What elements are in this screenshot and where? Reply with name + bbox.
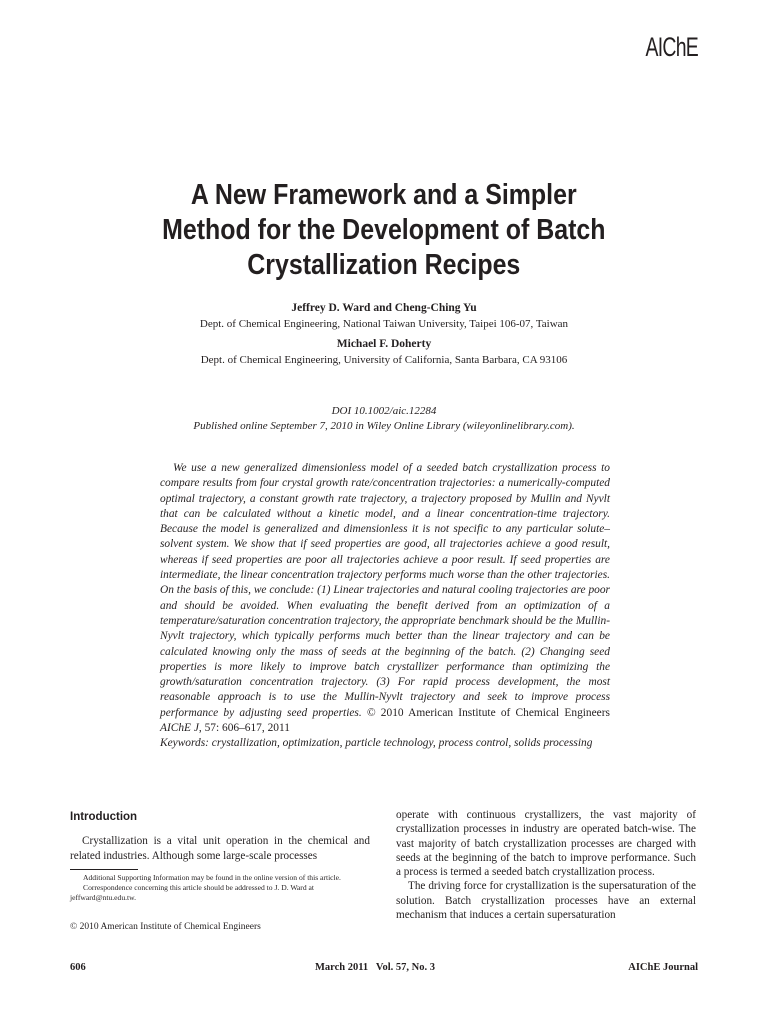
issue-info: March 2011 Vol. 57, No. 3	[315, 962, 435, 973]
footnote: Correspondence concerning this article should be addressed to J. D. Ward at jeffward@ntu.edu.tw.	[70, 883, 315, 902]
copyright-line: © 2010 American Institute of Chemical Engineers	[70, 922, 261, 932]
paragraph: The driving force for crystallization is the supersaturation of the solution. Batch crystallization processes have an external mechanism that induces a certain supersaturation	[396, 880, 696, 922]
abstract-text	[160, 461, 610, 736]
journal-abbrev: AIChE J	[160, 722, 199, 735]
page-number: 606	[70, 962, 86, 973]
footnotes	[70, 869, 375, 903]
author-affiliation: Dept. of Chemical Engineering, University of California, Santa Barbara, CA 93106	[200, 354, 568, 366]
footnote: Additional Supporting Information may be found in the online version of this article.	[83, 873, 341, 882]
abstract-citation	[160, 722, 290, 734]
journal-name: AIChE Journal	[628, 962, 698, 973]
paragraph: operate with continuous crystallizers, the vast majority of crystallization processes in industry are operated batch-wise. The vast majority of batch crystallization processes are charged with seeds at the beginning of the batch to improve performance. Such a process is termed a seeded batch crystallization process.	[396, 809, 696, 879]
page-footer	[70, 962, 698, 976]
author-affiliation: Dept. of Chemical Engineering, National Taiwan University, Taipei 106-07, Taiwan	[199, 318, 569, 330]
journal-logo: AIChE	[645, 32, 698, 62]
paragraph: Crystallization is a vital unit operation in the chemical and related industries. Although some large-scale processes	[70, 835, 370, 862]
title-line: A New Framework and a Simpler	[191, 179, 577, 211]
left-column	[70, 808, 370, 863]
doi: DOI 10.1002/aic.12284	[331, 405, 437, 417]
right-column	[396, 808, 696, 922]
citation-details: , 57: 606–617, 2011	[198, 722, 290, 735]
abstract-body: We use a new generalized dimensionless model of a seeded batch crystallization process to compare results from four crystal growth rate/concentration trajectories: a numerically-computed optimal trajectory, a constant growth rate trajectory, a trajectory proposed by Mullin and Nyvlt that can be calculated without a kinetic model, and a linear concentration-time trajectory. Because the model is generalized and dimensionless it is not specific to any particular solute–solvent system. We show that if seed properties are good, all trajectories achieve a good result, whereas if seed properties are poor all trajectories achieve a poor result. If seed properties are intermediate, the linear concentration trajectory performs much worse than the other trajectories. On the basis of this, we conclude: (1) Linear trajectories and natural cooling trajectories are poor and should be avoided. When evaluating the benefit derived from an optimization of a temperature/saturation concentration trajectory, the appropriate benchmark should be the Mullin-Nyvlt trajectory, which typically performs much better than the linear trajectory and can be calculated knowing only the mass of seeds at the beginning of the batch. (2) Changing seed properties is more likely to improve batch crystallizer performance than optimizing the growth/saturation concentration trajectory. (3) For rapid process development, the most reasonable approach is to use the Mullin-Nyvlt trajectory and seek to improve process performance by adjusting seed properties.	[160, 462, 610, 719]
title-line: Method for the Development of Batch	[162, 214, 606, 246]
publication-note: Published online September 7, 2010 in Wiley Online Library (wileyonlinelibrary.com).	[193, 420, 575, 432]
author-names: Michael F. Doherty	[336, 338, 432, 350]
abstract	[160, 461, 610, 752]
keywords: Keywords: crystallization, optimization, particle technology, process control, solids processing	[160, 737, 593, 750]
section-heading: Introduction	[70, 811, 138, 823]
footnote-rule	[70, 869, 138, 870]
title-line: Crystallization Recipes	[247, 249, 521, 281]
paper-title	[0, 178, 768, 283]
author-names: Jeffrey D. Ward and Cheng-Ching Yu	[291, 302, 477, 314]
abstract-copyright: © 2010 American Institute of Chemical Engineers	[366, 706, 610, 719]
